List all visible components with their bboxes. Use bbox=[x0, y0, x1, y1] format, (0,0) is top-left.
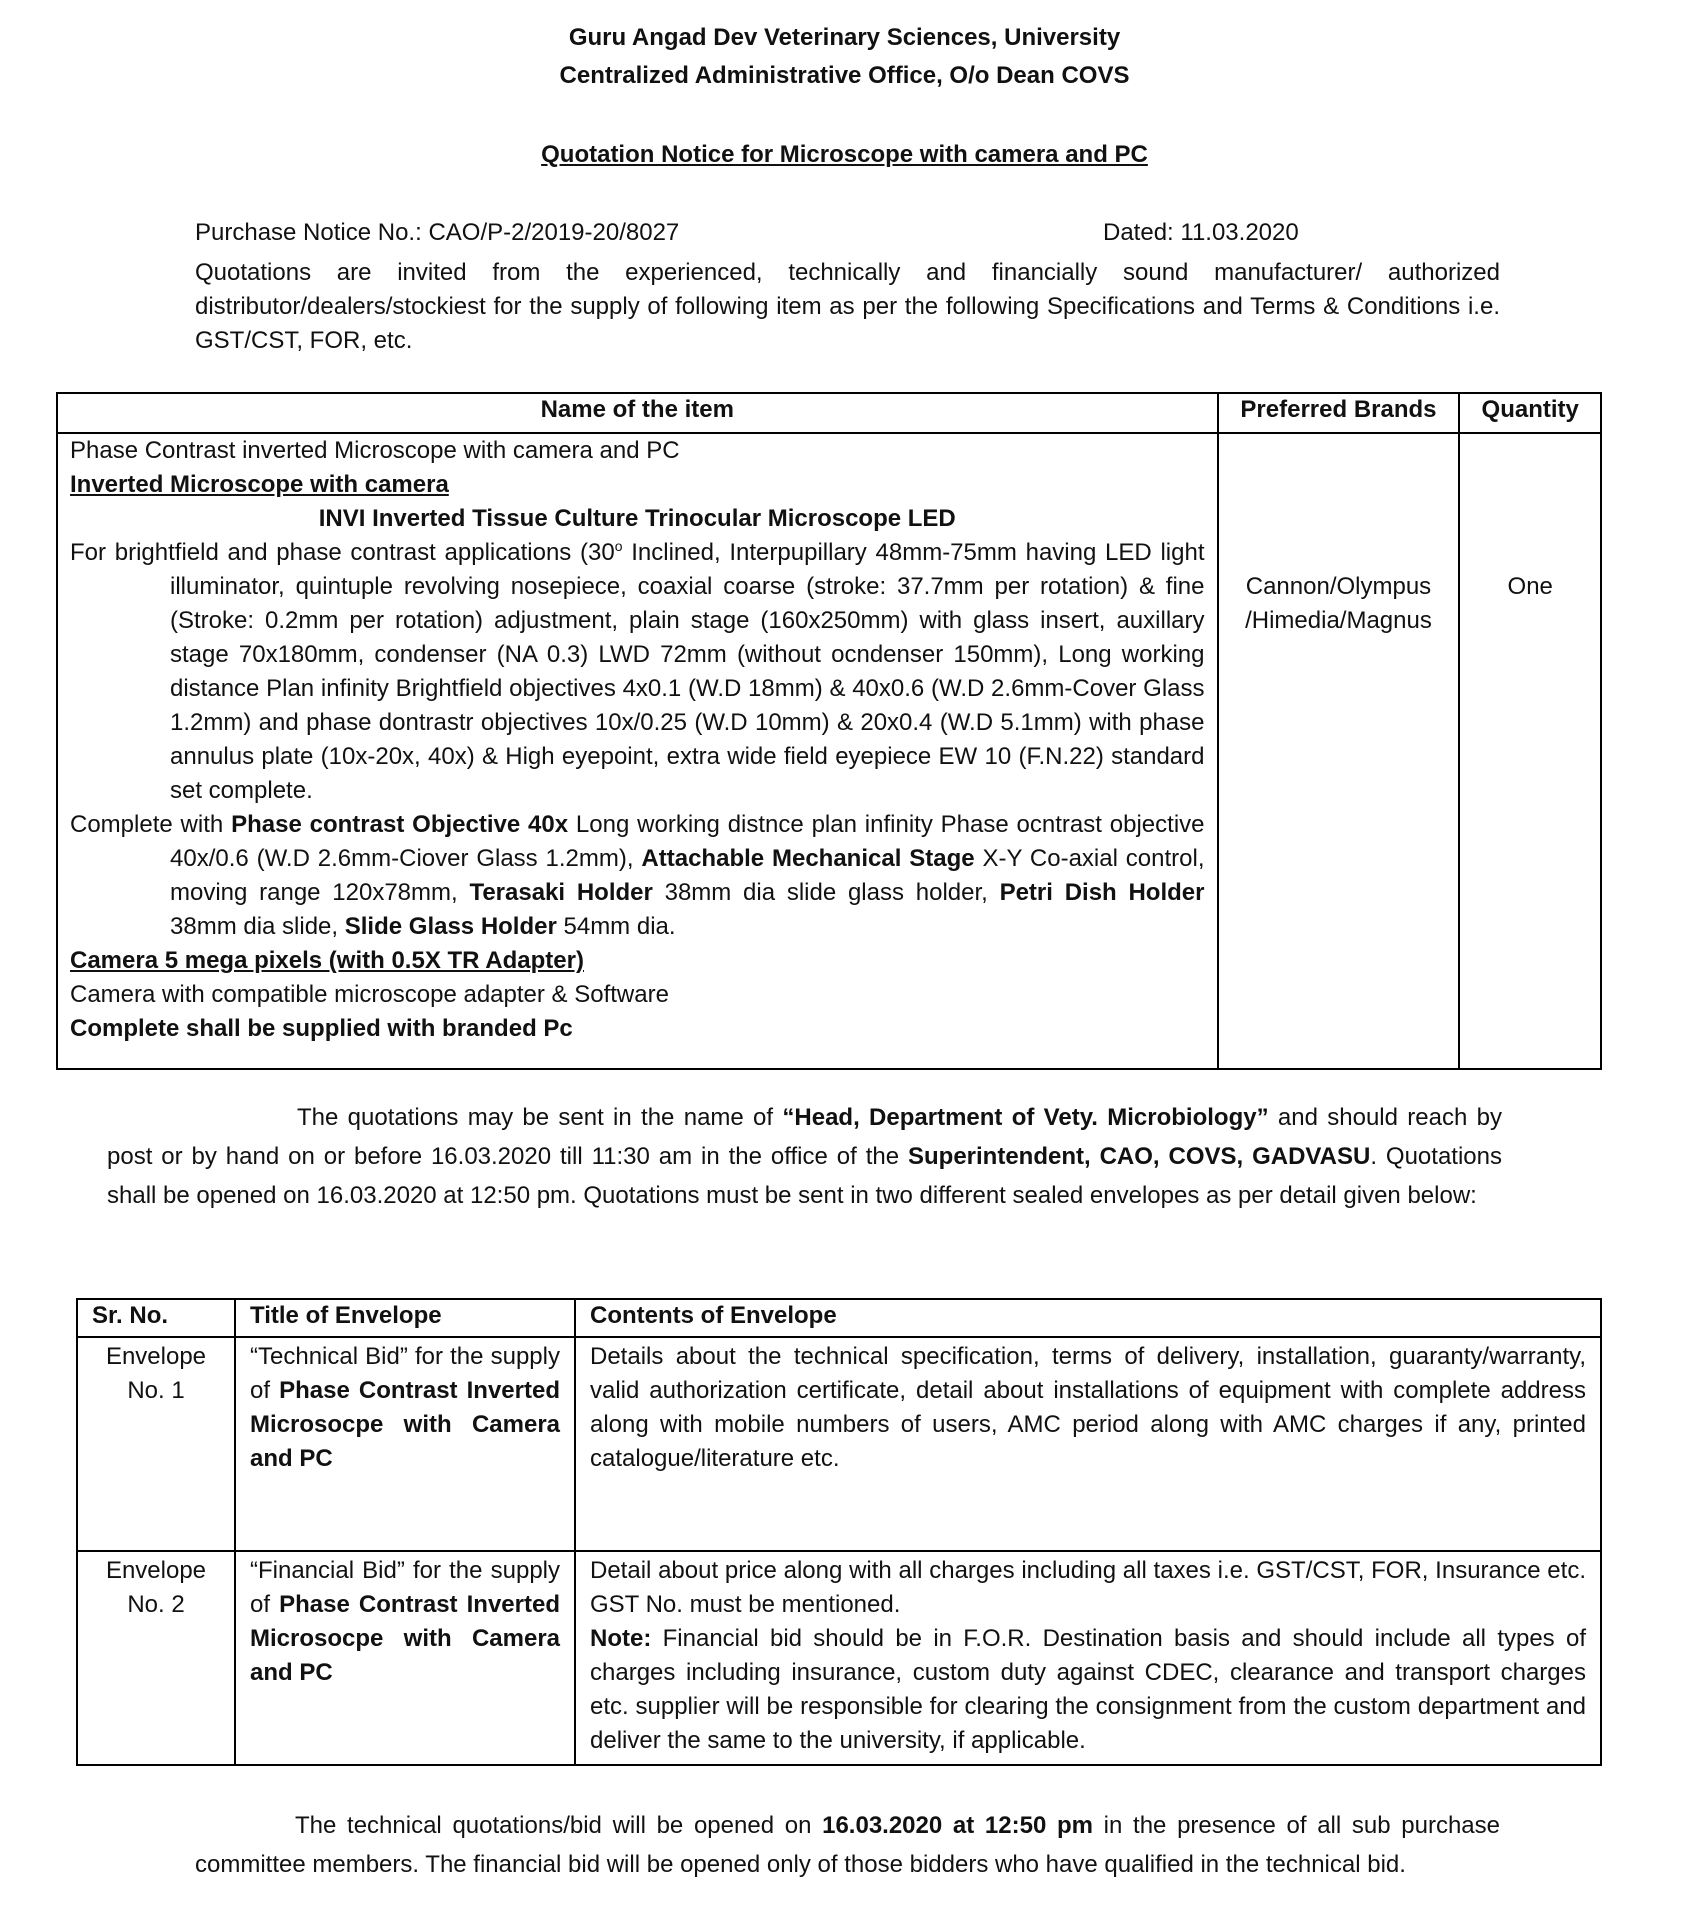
purchase-notice-number: Purchase Notice No.: CAO/P-2/2019-20/8027 bbox=[195, 219, 680, 246]
office-name: Centralized Administrative Office, O/o Dean COVS bbox=[559, 62, 1130, 89]
note-text: Financial bid should be in F.O.R. Destination basis and should include all types of charges including insurance, custom duty against CDEC, clearance and transport charges etc. supplier will be responsible for clearing the consignment from the custom department and deliver the same to the university, if applicable. bbox=[590, 1625, 1586, 1754]
comp-bold: Petri Dish Holder bbox=[999, 879, 1205, 906]
spec-text-a: For brightfield and phase contrast applications (30 bbox=[70, 539, 615, 566]
para2-text: The quotations may be sent in the name of bbox=[297, 1104, 783, 1131]
submission-paragraph bbox=[107, 1098, 1502, 1215]
item-line: Phase Contrast inverted Microscope with camera and PC bbox=[70, 437, 680, 464]
intro-paragraph: Quotations are invited from the experienced, technically and financially sound manufacturer/ authorized distributor/dealers/stockiest for the supply of following item as per the following Specifications and Terms & Conditions i.e. GST/CST, FOR, etc. bbox=[195, 259, 1500, 354]
preferred-brands: Cannon/Olympus /Himedia/Magnus bbox=[1218, 433, 1460, 1069]
university-name: Guru Angad Dev Veterinary Sciences, University bbox=[568, 24, 1121, 51]
comp-text: 38mm dia slide glass holder, bbox=[652, 879, 1000, 906]
envelope-title bbox=[235, 1337, 575, 1551]
envelope-row bbox=[77, 1337, 1601, 1551]
comp-text: 38mm dia slide, bbox=[170, 913, 345, 940]
item-specifications bbox=[70, 536, 1205, 808]
item-row bbox=[57, 433, 1601, 1069]
degree-mark: o bbox=[614, 538, 623, 554]
item-pc-line: Complete shall be supplied with branded Pc bbox=[70, 1015, 573, 1042]
envelope-title-bold: Phase Contrast Inverted Microsocpe with Camera and PC bbox=[250, 1377, 560, 1472]
notice-title: Quotation Notice for Microscope with camera and PC bbox=[541, 141, 1148, 168]
col-sr-no: Sr. No. bbox=[77, 1299, 235, 1337]
envelope-contents-text: Detail about price along with all charges including all taxes i.e. GST/CST, FOR, Insurance etc. GST No. must be mentioned. bbox=[590, 1557, 1586, 1618]
comp-bold: Attachable Mechanical Stage bbox=[641, 845, 975, 872]
item-model: INVI Inverted Tissue Culture Trinocular Microscope LED bbox=[318, 505, 956, 532]
envelope-title-bold: Phase Contrast Inverted Microsocpe with Camera and PC bbox=[250, 1591, 560, 1686]
envelope-contents bbox=[575, 1551, 1601, 1765]
notice-date: Dated: 11.03.2020 bbox=[1103, 219, 1299, 246]
col-quantity: Quantity bbox=[1459, 393, 1601, 433]
comp-text: 54mm dia. bbox=[556, 913, 676, 940]
opening-datetime: 16.03.2020 at 12:50 pm bbox=[822, 1812, 1093, 1839]
envelope-title-text: “Financial Bid” for the supply of bbox=[250, 1557, 560, 1618]
envelope-table bbox=[76, 1298, 1602, 1766]
item-subheading-microscope: Inverted Microscope with camera bbox=[70, 471, 449, 498]
envelope-row bbox=[77, 1551, 1601, 1765]
envelope-sr: Envelope No. 2 bbox=[77, 1551, 235, 1765]
comp-bold: Terasaki Holder bbox=[469, 879, 653, 906]
col-title-of-envelope: Title of Envelope bbox=[235, 1299, 575, 1337]
para2-text: . Quotations shall be opened on 16.03.2020 at 12:50 pm. Quotations must be sent in two different sealed envelopes as per detail given below: bbox=[107, 1143, 1502, 1209]
envelope-title-text: “Technical Bid” for the supply of bbox=[250, 1343, 560, 1404]
item-complete-with bbox=[70, 808, 1205, 944]
comp-bold: Slide Glass Holder bbox=[344, 913, 557, 940]
para2-text: and should reach by post or by hand on or before 16.03.2020 till 11:30 am in the office of the bbox=[107, 1104, 1502, 1170]
spec-text-b: Inclined, Interpupillary 48mm-75mm having LED light illuminator, quintuple revolving nosepiece, coaxial coarse (stroke: 37.7mm per rotation) & fine (Stroke: 0.2mm per rotation) adjustment, plain stage (160x250mm) with glass insert, auxillary stage 70x180mm, condenser (NA 0.3) LWD 72mm (without ocndenser 150mm), Long working distance Plan infinity Brightfield objectives 4x0.1 (W.D 18mm) & 40x0.6 (W.D 2.6mm-Cover Glass 1.2mm) and phase dontrastr objectives 10x/0.25 (W.D 10mm) & 20x0.4 (W.D 5.1mm) with phase annulus plate (10x-20x, 40x) & High eyepoint, extra wide field eyepiece EW 10 (F.N.22) standard set complete. bbox=[170, 539, 1205, 804]
para3-text: in the presence of all sub purchase committee members. The financial bid will be opened only of those bidders who have qualified in the technical bid. bbox=[195, 1812, 1500, 1878]
envelope-sr: Envelope No. 1 bbox=[77, 1337, 235, 1551]
item-table bbox=[56, 392, 1602, 1070]
col-contents-of-envelope: Contents of Envelope bbox=[575, 1299, 1601, 1337]
para3-text: The technical quotations/bid will be opened on bbox=[295, 1812, 823, 1839]
comp-text: X-Y Co-axial control, moving range 120x78mm, bbox=[170, 845, 1205, 906]
item-camera-line: Camera with compatible microscope adapter & Software bbox=[70, 981, 669, 1008]
comp-text: Long working distnce plan infinity Phase ocntrast objective 40x/0.6 (W.D 2.6mm-Ciover Glass 1.2mm), bbox=[170, 811, 1205, 872]
note-label: Note: bbox=[590, 1625, 652, 1652]
item-description bbox=[57, 433, 1218, 1069]
envelope-contents: Details about the technical specification, terms of delivery, installation, guaranty/warranty, valid authorization certificate, detail about installations of equipment with complete address along with mobile numbers of users, AMC period along with AMC charges if any, printed catalogue/literature etc. bbox=[575, 1337, 1601, 1551]
item-subheading-camera: Camera 5 mega pixels (with 0.5X TR Adapter) bbox=[70, 947, 584, 974]
comp-bold: Phase contrast Objective 40x bbox=[231, 811, 569, 838]
office-address: Superintendent, CAO, COVS, GADVASU bbox=[907, 1143, 1371, 1170]
item-table-header bbox=[57, 393, 1601, 433]
quantity: One bbox=[1459, 433, 1601, 1069]
col-name-of-item: Name of the item bbox=[57, 393, 1218, 433]
col-preferred-brands: Preferred Brands bbox=[1218, 393, 1460, 433]
envelope-title bbox=[235, 1551, 575, 1765]
opening-paragraph bbox=[195, 1806, 1500, 1884]
comp-text: Complete with bbox=[70, 811, 232, 838]
envelope-table-header bbox=[77, 1299, 1601, 1337]
addressee: “Head, Department of Vety. Microbiology” bbox=[782, 1104, 1269, 1131]
